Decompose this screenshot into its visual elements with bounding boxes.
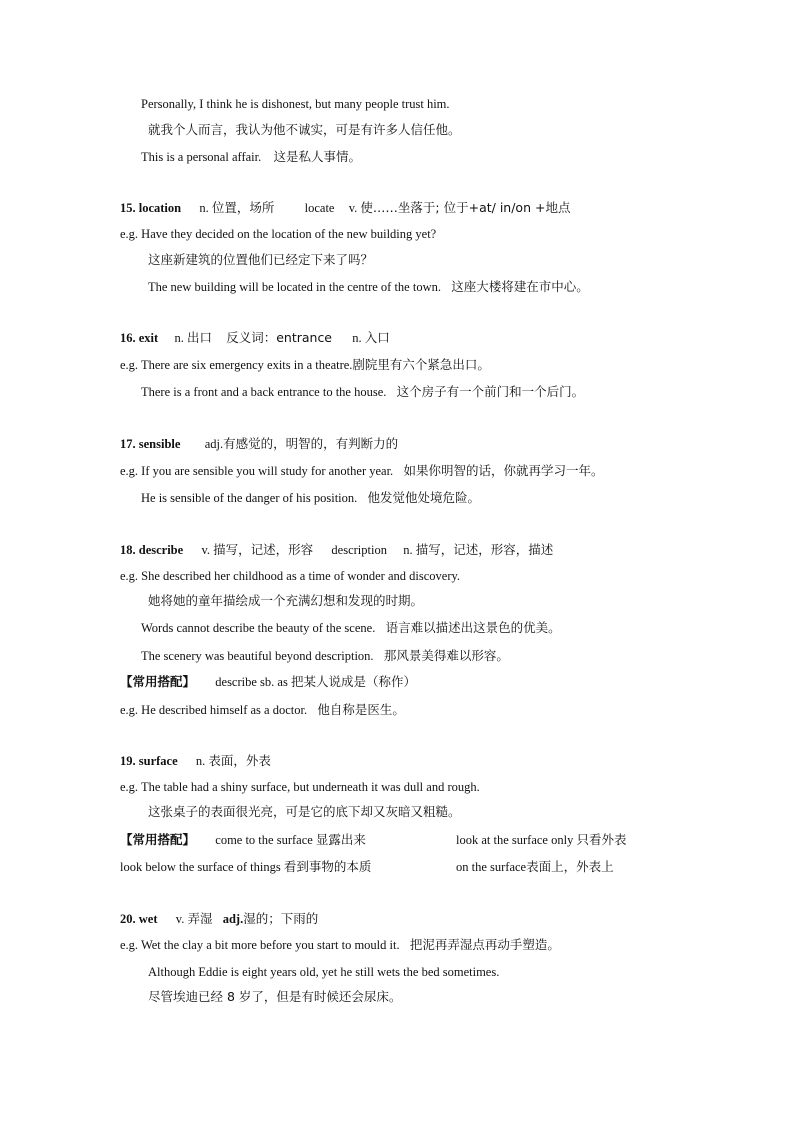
entry-header-location xyxy=(120,199,570,217)
example-sentence-en: e.g. Have they decided on the location of the new building yet? xyxy=(120,227,437,241)
collocation-zh: 把某人说成是（称作） xyxy=(290,674,416,689)
example-zh: 这个房子有一个前门和一个后门。 xyxy=(396,384,585,399)
entry-meaning: 弄湿 xyxy=(187,911,213,926)
part-of-speech: n. xyxy=(174,331,184,345)
collocation-item xyxy=(120,858,371,876)
entry-meaning: 出口 xyxy=(186,330,212,345)
collocation-en: look below the surface of things xyxy=(120,860,281,874)
entry-meaning: 描写，记述，形容 xyxy=(213,542,314,557)
related-pos: n. xyxy=(403,543,413,557)
example-sentence xyxy=(148,278,589,296)
example-zh: 剧院里有六个紧急出口。 xyxy=(352,357,490,372)
collocation-label: 【常用搭配】 xyxy=(120,832,196,847)
part-of-speech: n. xyxy=(195,754,206,768)
example-sentence-en: Personally, I think he is dishonest, but many people trust him. xyxy=(141,97,450,111)
collocation-zh: 显露出来 xyxy=(315,832,366,847)
part-of-speech: n. xyxy=(199,201,209,215)
collocation-en: on the surface xyxy=(456,860,527,874)
antonym-pos: n. xyxy=(352,331,362,345)
collocation-zh: 只看外表 xyxy=(576,832,627,847)
example-sentence xyxy=(141,489,480,507)
part-of-speech: v. xyxy=(175,912,185,926)
collocation-en: describe sb. as xyxy=(215,675,288,689)
example-en: The new building will be located in the centre of the town. xyxy=(148,280,441,294)
example-en: He is sensible of the danger of his position. xyxy=(141,491,358,505)
example-zh: 把泥再弄湿点再动手塑造。 xyxy=(409,937,560,952)
entry-word: 18. describe xyxy=(120,543,184,557)
example-zh: 那风景美得难以形容。 xyxy=(383,648,509,663)
antonym-meaning: 入口 xyxy=(364,330,390,345)
example-en: The scenery was beautiful beyond description. xyxy=(141,649,374,663)
example-sentence xyxy=(141,647,509,665)
example-zh: 如果你明智的话，你就再学习一年。 xyxy=(403,463,604,478)
adj-meaning: 湿的；下雨的 xyxy=(243,911,319,926)
entry-word: 19. surface xyxy=(120,754,178,768)
entry-word: 16. exit xyxy=(120,331,159,345)
example-en: There is a front and a back entrance to the house. xyxy=(141,385,387,399)
collocation-item xyxy=(456,858,614,876)
collocation-line xyxy=(120,673,416,691)
entry-word: 15. location xyxy=(120,201,182,215)
collocation-zh: 看到事物的本质 xyxy=(283,859,372,874)
entry-header-exit xyxy=(120,329,390,347)
collocation-item xyxy=(456,831,626,849)
example-sentence-zh: 这张桌子的表面很光亮，可是它的底下却又灰暗又粗糙。 xyxy=(148,804,461,819)
example-sentence xyxy=(120,936,560,954)
example-sentence-en: e.g. The table had a shiny surface, but underneath it was dull and rough. xyxy=(120,780,480,794)
related-word: locate xyxy=(304,201,335,215)
example-sentence xyxy=(141,619,561,637)
example-sentence-zh: 就我个人而言，我认为他不诚实，可是有许多人信任他。 xyxy=(148,122,461,137)
example-en: Words cannot describe the beauty of the scene. xyxy=(141,621,376,635)
example-zh: 他发觉他处境危险。 xyxy=(367,490,481,505)
example-sentence xyxy=(120,462,603,480)
example-en: e.g. If you are sensible you will study for another year. xyxy=(120,464,394,478)
example-en: e.g. There are six emergency exits in a theatre. xyxy=(120,358,353,372)
example-en: e.g. He described himself as a doctor. xyxy=(120,703,308,717)
collocation-en: come to the surface xyxy=(215,833,313,847)
example-sentence-en: Although Eddie is eight years old, yet he still wets the bed sometimes. xyxy=(148,965,500,979)
entry-header-surface xyxy=(120,752,271,770)
example-sentence xyxy=(120,701,405,719)
part-of-speech: v. xyxy=(201,543,211,557)
related-meaning: 使……坐落于; 位于+at/ in/on +地点 xyxy=(360,200,571,215)
example-sentence-zh: 她将她的童年描绘成一个充满幻想和发现的时期。 xyxy=(148,593,424,608)
entry-word: 20. wet xyxy=(120,912,158,926)
related-meaning: 描写，记述，形容，描述 xyxy=(415,542,554,557)
part-of-speech: adj. xyxy=(204,437,224,451)
example-sentence xyxy=(141,148,361,166)
example-zh: 这座大楼将建在市中心。 xyxy=(451,279,589,294)
example-zh: 他自称是医生。 xyxy=(317,702,405,717)
example-sentence xyxy=(120,356,490,374)
entry-header-describe xyxy=(120,541,553,559)
entry-meaning: 有感觉的，明智的，有判断力的 xyxy=(223,436,399,451)
example-sentence xyxy=(141,383,584,401)
entry-word: 17. sensible xyxy=(120,437,181,451)
entry-meaning: 位置，场所 xyxy=(211,200,275,215)
example-zh: 这是私人事情。 xyxy=(273,149,361,164)
example-sentence-en: e.g. She described her childhood as a time of wonder and discovery. xyxy=(120,569,461,583)
example-sentence-zh: 这座新建筑的位置他们已经定下来了吗？ xyxy=(148,252,374,267)
related-word: description xyxy=(331,543,387,557)
entry-header-sensible xyxy=(120,435,398,453)
collocation-en: look at the surface only xyxy=(456,833,574,847)
example-en: This is a personal affair. xyxy=(141,150,262,164)
entry-meaning: 表面，外表 xyxy=(208,753,271,768)
related-pos: v. xyxy=(348,201,358,215)
collocation-label: 【常用搭配】 xyxy=(120,674,196,689)
entry-header-wet xyxy=(120,910,318,928)
collocation-line xyxy=(120,831,366,849)
example-en: e.g. Wet the clay a bit more before you start to mould it. xyxy=(120,938,400,952)
example-sentence-zh: 尽管埃迪已经 8 岁了，但是有时候还会尿床。 xyxy=(148,989,402,1004)
example-zh: 语言难以描述出这景色的优美。 xyxy=(385,620,561,635)
antonym-label: 反义词：entrance xyxy=(226,330,333,345)
adj-pos: adj. xyxy=(222,912,244,926)
collocation-zh: 表面上，外表上 xyxy=(526,859,614,874)
